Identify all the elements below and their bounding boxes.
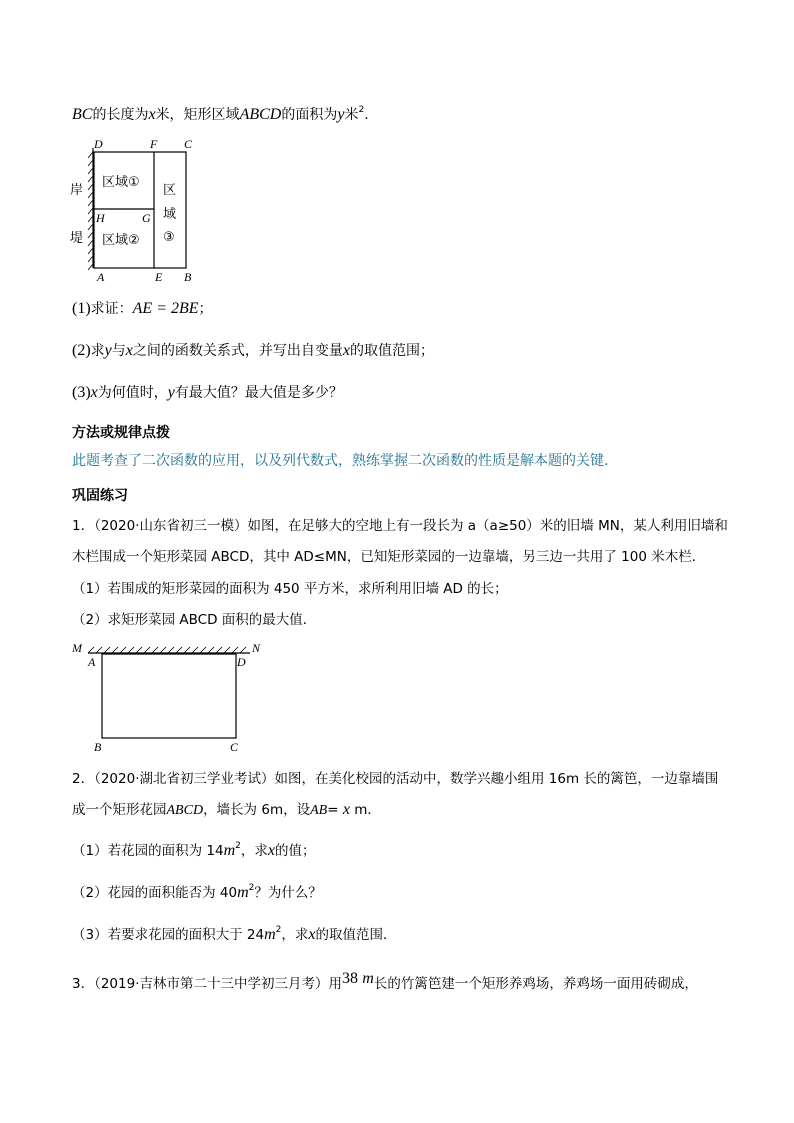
point-m: M — [72, 641, 82, 655]
problem-1-line-1: 1．（2020·山东省初三一模）如图，在足够大的空地上有一段长为 a（a≥50）米的旧墙 MN，某人利用旧墙和 — [72, 518, 728, 534]
question-3: (3)x为何值时，y有最大值？最大值是多少？ — [72, 384, 343, 401]
point-f: F — [150, 137, 158, 151]
region-3-char-3: ③ — [163, 230, 175, 245]
practice-title: 巩固练习 — [72, 488, 128, 504]
problem-1-sub-2: （2）求矩形菜园 ABCD 面积的最大值． — [72, 612, 317, 628]
problem-1-sub-1: （1）若围成的矩形菜园的面积为 450 平方米，求所利用旧墙 AD 的长； — [72, 581, 508, 597]
point-a: A — [88, 655, 96, 669]
point-h: H — [96, 211, 105, 225]
question-2: (2)求y与x之间的函数关系式，并写出自变量x的取值范围； — [72, 342, 434, 359]
point-b: B — [184, 270, 192, 284]
point-d: D — [237, 655, 246, 669]
point-d: D — [94, 137, 103, 151]
point-b: B — [94, 740, 102, 754]
bc-label: BC — [72, 106, 93, 123]
point-e: E — [155, 270, 163, 284]
region-3-char-1: 区 — [163, 183, 177, 198]
point-c: C — [184, 137, 193, 151]
problem-2-line-1: 2．（2020·湖北省初三学业考试）如图，在美化校园的活动中，数学兴趣小组用 16m 长的篱笆，一边靠墙围 — [72, 771, 719, 787]
figure-1-diagram — [66, 134, 216, 286]
point-n: N — [252, 641, 261, 655]
figure-2-diagram — [66, 638, 276, 758]
bank-label-2: 堤 — [70, 231, 84, 246]
problem-1-line-2: 木栏围成一个矩形菜园 ABCD，其中 AD≤MN，已知矩形菜园的一边靠墙，另三边一共用了 100 米木栏． — [72, 549, 706, 565]
region-2-label: 区域② — [102, 233, 140, 248]
region-1-label: 区域① — [102, 175, 140, 190]
method-text: 此题考查了二次函数的应用，以及列代数式，熟练掌握二次函数的性质是解本题的关键． — [72, 453, 618, 469]
question-1: (1)求证：AE = 2BE； — [72, 300, 213, 317]
problem-2-sub-3: （3）若要求花园的面积大于 $24m^2$，求x的取值范围． — [72, 925, 397, 943]
method-title: 方法或规律点拨 — [72, 425, 170, 441]
problem-2-line-2: 成一个矩形花园ABCD，墙长为 6m，设AB= x m． — [72, 801, 381, 818]
intro-line: BC的长度为x米，矩形区域ABCD的面积为y米$^2$. — [72, 105, 369, 123]
problem-2-sub-2: （2）花园的面积能否为 $40m^2$？为什么？ — [72, 883, 322, 901]
point-g: G — [142, 211, 151, 225]
problem-3-line-1: 3．（2019·吉林市第二十三中学初三月考）用38 m长的竹篱笆建一个矩形养鸡场，养鸡场一面用砖砌成， — [72, 970, 698, 992]
problem-2-sub-1: （1）若花园的面积为 $14m^2$，求x的值； — [72, 841, 316, 859]
region-3-char-2: 域 — [163, 207, 177, 222]
point-c: C — [230, 740, 239, 754]
bank-label-1: 岸 — [70, 183, 84, 198]
point-a: A — [97, 270, 105, 284]
